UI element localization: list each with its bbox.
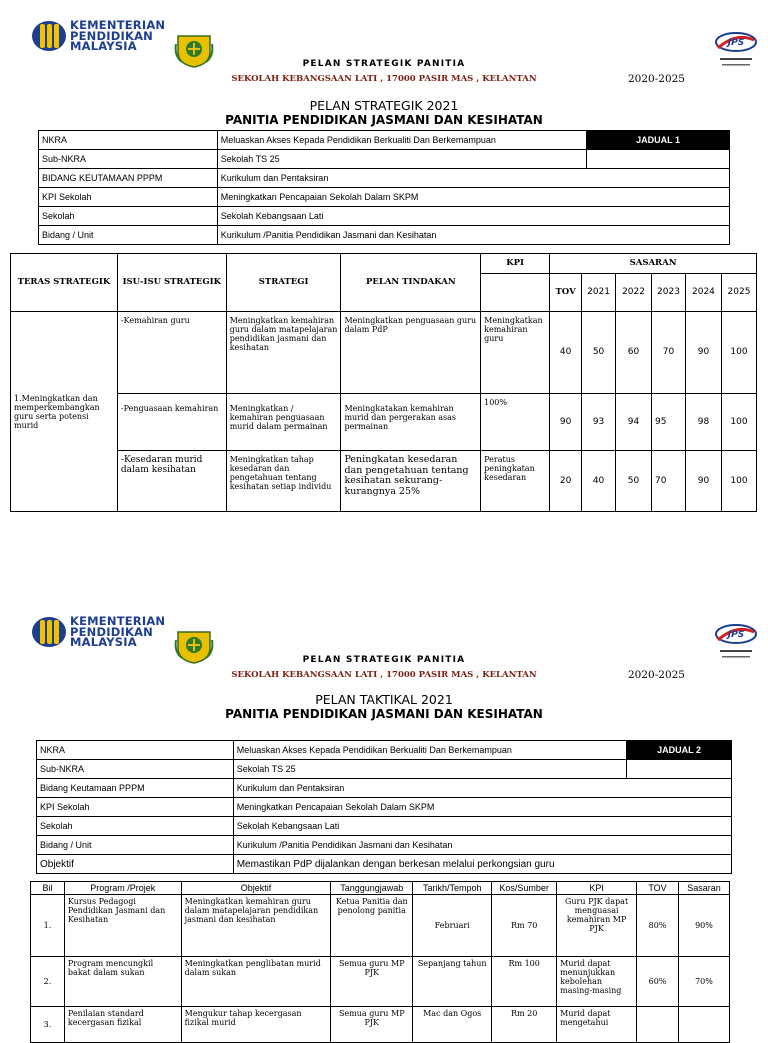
jadual-badge: JADUAL 1 <box>587 131 730 150</box>
value-cell: 90 <box>685 312 721 394</box>
value-cell: 50 <box>582 312 616 394</box>
info-row <box>37 779 732 798</box>
strategic-row <box>11 312 757 394</box>
value-cell: 100 <box>721 312 756 394</box>
info-value: Sekolah Kebangsaan Lati <box>217 207 729 226</box>
program-cell: Kursus Pedagogi Pendidikan Jasmani dan Kesihatan <box>64 895 181 957</box>
header-sasaran: SASARAN <box>550 254 757 274</box>
pelan-cell: Meningkatakan kemahiran murid dan pergerakan asas permainan <box>341 394 481 451</box>
sasaran-cell <box>678 1007 729 1043</box>
jps-logo-text: JPS <box>727 630 745 640</box>
value-cell: 95 <box>652 394 686 451</box>
kpi-cell: Peratus peningkatan kesedaran <box>481 451 550 512</box>
info-label: Sub-NKRA <box>39 150 218 169</box>
tov-cell: 80% <box>637 895 679 957</box>
bil-cell: 3. <box>31 1007 65 1043</box>
tov-cell: 60% <box>637 957 679 1007</box>
tarikh-cell: Februari <box>413 895 492 957</box>
value-cell: 40 <box>550 312 582 394</box>
info-label: KPI Sekolah <box>39 188 218 207</box>
isu-cell: -Penguasaan kemahiran <box>117 394 226 451</box>
info-row <box>37 760 732 779</box>
header-year: 2022 <box>616 274 652 312</box>
header-kpi-blank <box>481 274 550 312</box>
kpm-logo <box>32 20 165 52</box>
page2-info-table <box>36 740 732 874</box>
value-cell: 40 <box>582 451 616 512</box>
header-isu: ISU-ISU STRATEGIK <box>117 254 226 312</box>
page2-title-line2: PANITIA PENDIDIKAN JASMANI DAN KESIHATAN <box>225 707 543 721</box>
teras-value: 1.Meningkatkan dan memperkembangkan guru serta potensi murid <box>11 312 118 512</box>
tov-cell <box>637 1007 679 1043</box>
header-pelan: PELAN TINDAKAN <box>341 254 481 312</box>
bil-cell: 2. <box>31 957 65 1007</box>
info-label: Sub-NKRA <box>37 760 234 779</box>
school-name: SEKOLAH KEBANGSAAN LATI , 17000 PASIR MAS , KELANTAN <box>231 74 537 84</box>
header-tarikh: Tarikh/Tempoh <box>413 882 492 895</box>
page1-info-table <box>38 130 730 245</box>
kos-cell: Rm 100 <box>492 957 557 1007</box>
kos-cell: Rm 20 <box>492 1007 557 1043</box>
strategi-cell: Meningkatkan tahap kesedaran dan pengetahuan tentang kesihatan setiap individu <box>226 451 341 512</box>
heading-strategic: PELAN STRATEGIK PANITIA <box>302 59 466 69</box>
value-cell: 100 <box>721 394 756 451</box>
year-range: 2020-2025 <box>628 669 685 681</box>
objektif-cell: Meningkatkan penglibatan murid dalam sukan <box>181 957 331 1007</box>
info-value: Kurikulum dan Pentaksiran <box>233 779 731 798</box>
strategic-row <box>11 394 757 451</box>
tactical-row <box>31 957 730 1007</box>
value-cell: 70 <box>652 451 686 512</box>
kpi-cell: 100% <box>481 394 550 451</box>
info-value: Memastikan PdP dijalankan dengan berkesan melalui perkongsian guru <box>233 855 731 874</box>
page1-title-line1: PELAN STRATEGIK 2021 <box>309 98 459 113</box>
info-row <box>39 207 730 226</box>
document-page-1 <box>0 0 768 512</box>
header-year: 2025 <box>721 274 756 312</box>
kos-cell: Rm 70 <box>492 895 557 957</box>
tactical-table <box>30 881 730 1043</box>
header-year: 2021 <box>582 274 616 312</box>
kpm-emblem-icon <box>32 617 66 647</box>
info-value: Meningkatkan Pencapaian Sekolah Dalam SKPM <box>217 188 729 207</box>
bil-cell: 1. <box>31 895 65 957</box>
info-label: Objektif <box>37 855 234 874</box>
header-sasaran: Sasaran <box>678 882 729 895</box>
heading-strategic: PELAN STRATEGIK PANITIA <box>302 655 466 665</box>
pelan-cell: Meningkatkan penguasaan guru dalam PdP <box>341 312 481 394</box>
info-row <box>39 188 730 207</box>
info-value: Kurikulum dan Pentaksiran <box>217 169 729 188</box>
value-cell: 70 <box>652 312 686 394</box>
info-empty-cell <box>587 150 730 169</box>
school-name: SEKOLAH KEBANGSAAN LATI , 17000 PASIR MAS , KELANTAN <box>231 670 537 680</box>
program-cell: Penilaian standard kecergasan fizikal <box>64 1007 181 1043</box>
kpi-cell: Guru PJK dapat menguasai kemahiran MP PJK <box>557 895 637 957</box>
info-label: Bidang Keutamaan PPPM <box>37 779 234 798</box>
header-year: TOV <box>550 274 582 312</box>
info-label: NKRA <box>39 131 218 150</box>
value-cell: 50 <box>616 451 652 512</box>
info-value: Sekolah TS 25 <box>217 150 586 169</box>
info-value: Meningkatkan Pencapaian Sekolah Dalam SKPM <box>233 798 731 817</box>
info-label: BIDANG KEUTAMAAN PPPM <box>39 169 218 188</box>
isu-cell: -Kemahiran guru <box>117 312 226 394</box>
sasaran-cell: 70% <box>678 957 729 1007</box>
info-value: Meluaskan Akses Kepada Pendidikan Berkualiti Dan Berkemampuan <box>233 741 626 760</box>
document-page-2 <box>0 512 768 1029</box>
strategic-row <box>11 451 757 512</box>
info-label: NKRA <box>37 741 234 760</box>
value-cell: 90 <box>550 394 582 451</box>
kpm-logo <box>32 616 165 648</box>
tarikh-cell: Mac dan Ogos <box>413 1007 492 1043</box>
kpm-line-1: KEMENTERIAN <box>70 614 166 628</box>
value-cell: 93 <box>582 394 616 451</box>
kpm-line-3: MALAYSIA <box>70 635 137 649</box>
header-objektif: Objektif <box>181 882 331 895</box>
info-row <box>37 836 732 855</box>
info-value: Kurikulum /Panitia Pendidikan Jasmani dan Kesihatan <box>233 836 731 855</box>
value-cell: 90 <box>685 451 721 512</box>
tarikh-cell: Sepanjang tahun <box>413 957 492 1007</box>
sasaran-cell: 90% <box>678 895 729 957</box>
year-range: 2020-2025 <box>628 73 685 85</box>
tactical-row <box>31 895 730 957</box>
info-row <box>37 855 732 874</box>
kpi-cell: Murid dapat menunjukkan kebolehan masing-masing <box>557 957 637 1007</box>
header-bil: Bil <box>31 882 65 895</box>
jadual-badge: JADUAL 2 <box>627 741 732 760</box>
info-row <box>37 798 732 817</box>
info-label: Bidang / Unit <box>39 226 218 245</box>
info-row <box>39 226 730 245</box>
info-label: Bidang / Unit <box>37 836 234 855</box>
tanggungjawab-cell: Semua guru MP PJK <box>331 957 413 1007</box>
value-cell: 100 <box>721 451 756 512</box>
info-label: KPI Sekolah <box>37 798 234 817</box>
kpi-cell: Murid dapat mengetahui <box>557 1007 637 1043</box>
info-value: Sekolah Kebangsaan Lati <box>233 817 731 836</box>
tanggungjawab-cell: Semua guru MP PJK <box>331 1007 413 1043</box>
header-year: 2024 <box>685 274 721 312</box>
info-label: Sekolah <box>37 817 234 836</box>
header-kpi: KPI <box>481 254 550 274</box>
info-row <box>39 169 730 188</box>
info-empty-cell <box>627 760 732 779</box>
header-tanggungjawab: Tanggungjawab <box>331 882 413 895</box>
kpi-cell: Meningkatkan kemahiran guru <box>481 312 550 394</box>
page2-title-line1: PELAN TAKTIKAL 2021 <box>315 692 453 707</box>
kpm-line-2: PENDIDIKAN <box>70 624 153 639</box>
info-row <box>39 150 730 169</box>
tactical-row <box>31 1007 730 1043</box>
value-cell: 98 <box>685 394 721 451</box>
header-kpi: KPI <box>557 882 637 895</box>
page1-title-line2: PANITIA PENDIDIKAN JASMANI DAN KESIHATAN <box>225 113 543 127</box>
info-value: Sekolah TS 25 <box>233 760 626 779</box>
info-label: Sekolah <box>39 207 218 226</box>
pelan-cell: Peningkatan kesedaran dan pengetahuan tentang kesihatan sekurang-kurangnya 25% <box>341 451 481 512</box>
program-cell: Program mencungkil bakat dalam sukan <box>64 957 181 1007</box>
page2-title <box>0 693 768 721</box>
header-program: Program /Projek <box>64 882 181 895</box>
header-teras: TERAS STRATEGIK <box>11 254 118 312</box>
strategi-cell: Meningkatkan kemahiran guru dalam matapelajaran pendidikan jasmani dan kesihatan <box>226 312 341 394</box>
info-value: Kurikulum /Panitia Pendidikan Jasmani dan Kesihatan <box>217 226 729 245</box>
objektif-cell: Mengukur tahap kecergasan fizikal murid <box>181 1007 331 1043</box>
header-strategi: STRATEGI <box>226 254 341 312</box>
strategi-cell: Meningkatkan / kemahiran penguasaan murid dalam permainan <box>226 394 341 451</box>
jps-logo-text: JPS <box>727 38 745 48</box>
value-cell: 20 <box>550 451 582 512</box>
info-row <box>39 131 730 150</box>
tanggungjawab-cell: Ketua Panitia dan penolong panitia <box>331 895 413 957</box>
info-value: Meluaskan Akses Kepada Pendidikan Berkualiti Dan Berkemampuan <box>217 131 586 150</box>
header-year: 2023 <box>652 274 686 312</box>
header-kos: Kos/Sumber <box>492 882 557 895</box>
strategic-table <box>10 253 757 512</box>
header-tov: TOV <box>637 882 679 895</box>
objektif-cell: Meningkatkan kemahiran guru dalam matapelajaran pendidikan jasmani dan kesihatan <box>181 895 331 957</box>
kpm-line-3: MALAYSIA <box>70 39 137 53</box>
page1-title <box>0 99 768 127</box>
info-row <box>37 741 732 760</box>
isu-cell: -Kesedaran murid dalam kesihatan <box>117 451 226 512</box>
kpm-line-1: KEMENTERIAN <box>70 18 166 32</box>
value-cell: 60 <box>616 312 652 394</box>
info-row <box>37 817 732 836</box>
value-cell: 94 <box>616 394 652 451</box>
kpm-line-2: PENDIDIKAN <box>70 28 153 43</box>
kpm-emblem-icon <box>32 21 66 51</box>
